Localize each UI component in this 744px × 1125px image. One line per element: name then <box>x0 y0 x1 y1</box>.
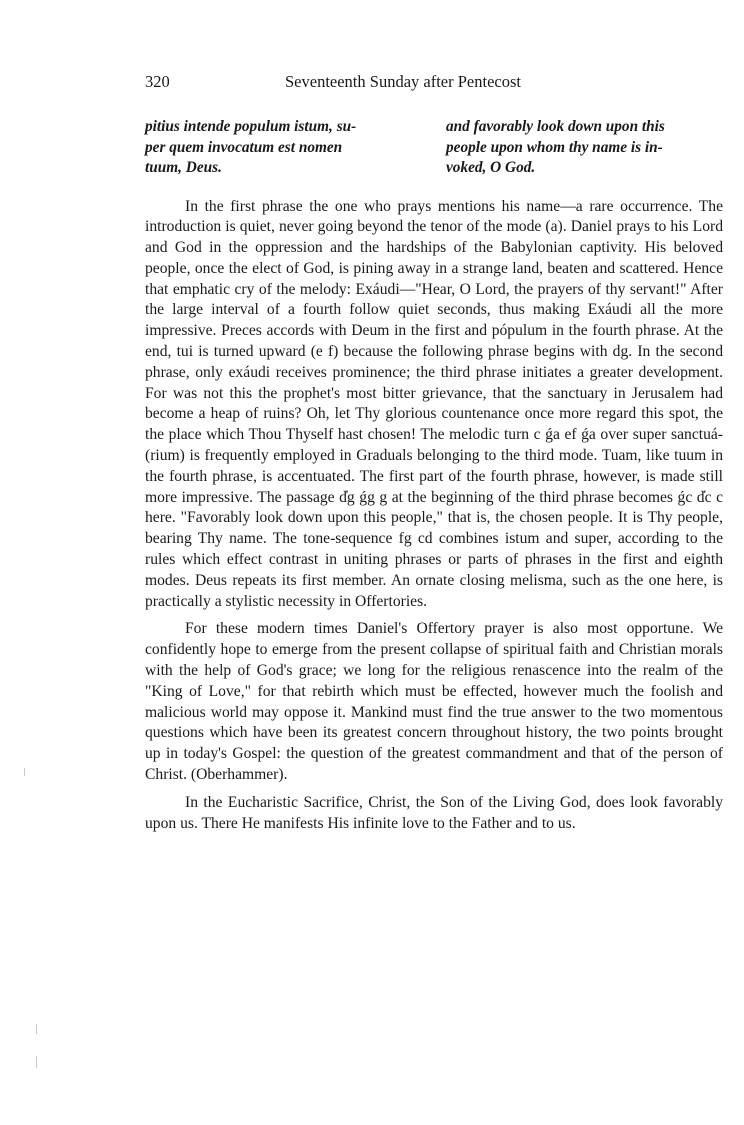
commentary-body <box>145 197 723 835</box>
english-line: voked, O God. <box>446 159 536 176</box>
scan-mark <box>36 1024 37 1034</box>
latin-line: pitius intende populum istum, su- <box>145 118 357 135</box>
english-line: and favorably look down upon this <box>446 118 665 135</box>
paragraph: For these modern times Daniel's Offertory prayer is also most opportune. We confidently hope to emerge from the present collapse of spiritual faith and Christian morals with the help of God's grace; we long for the religious renascence into the realm of the "King of Love," for that rebirth which must be effected, however much the foolish and malicious world may oppose it. Mankind must find the true answer to the two momentous questions which have been its greatest concern throughout history, the two points brought up in today's Gospel: the question of the greatest commandment and that of the person of Christ. (Oberhammer). <box>145 620 723 784</box>
page-header <box>145 72 723 96</box>
english-line: people upon whom thy name is in- <box>446 138 663 156</box>
latin-column <box>145 117 429 179</box>
paragraph: In the Eucharistic Sacrifice, Christ, the Son of the Living God, does look favorably upon us. There He manifests His infinite love to the Father and to us. <box>145 793 723 832</box>
running-title: Seventeenth Sunday after Pentecost <box>285 72 521 91</box>
paragraph: In the first phrase the one who prays mentions his name—a rare occurrence. The introduction is quiet, never going beyond the tenor of the mode (a). Daniel prays to his Lord and God in the oppression and the hardships of the Babylonian captivity. His beloved people, once the elect of God, is pining away in a strange land, beaten and scattered. Hence that emphatic cry of the melody: Exáudi—"Hear, O Lord, the prayers of thy servant!" After the large interval of a fourth follow quiet seconds, thus making Exáudi all the more impressive. Preces accords with Deum in the first and pópulum in the fourth phrase. At the end, tui is turned upward (e f) because the following phrase begins with dg. In the second phrase, only exáudi receives prominence; the third phrase initiates a greater development. For was not this the prophet's most bitter grievance, that the sanctuary in Jerusalem had become a heap of ruins? Oh, let Thy glorious countenance once more regard this spot, the the place which Thou Thyself hast chosen! The melodic turn c ǵa ef ǵa over super sanctuá-(rium) is frequently employed in Graduals belonging to the third mode. Tuam, like tuum in the fourth phrase, is accentuated. The first part of the fourth phrase, however, is made still more impressive. The passage d̓g ǵg g at the beginning of the third phrase becomes ǵc d̓c c here. "Favorably look down upon this people," that is, the chosen people. It is Thy people, bearing Thy name. The tone-sequence fg cd combines istum and super, according to the rules which effect contrast in uniting phrases or parts of phrases in the first and eighth modes. Deus repeats its first member. An ornate closing melisma, such as the one here, is practically a stylistic necessity in Offertories. <box>145 197 723 610</box>
english-column <box>446 117 723 179</box>
scan-mark <box>24 768 25 776</box>
parallel-text <box>145 117 723 179</box>
latin-line: per quem invocatum est nomen <box>145 138 343 156</box>
latin-line: tuum, Deus. <box>145 159 222 176</box>
book-page <box>145 72 723 841</box>
page-number: 320 <box>145 72 170 91</box>
scan-mark <box>36 1056 37 1068</box>
